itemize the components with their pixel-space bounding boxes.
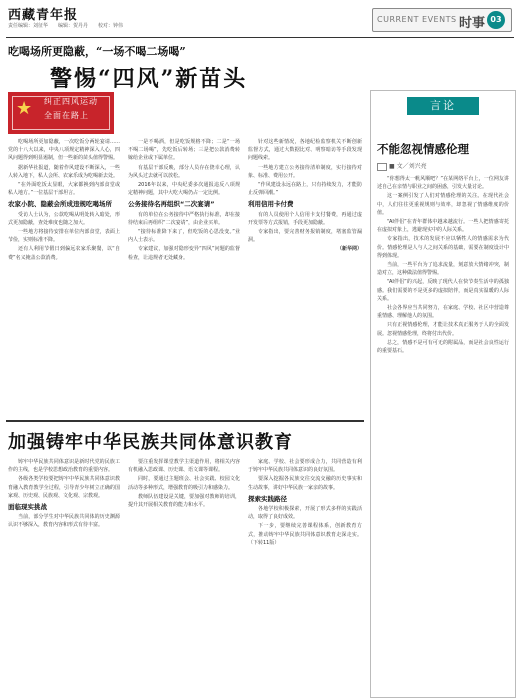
editor-meta: 责任编辑：刘征华 编辑：贺丹丹 校对：钟伟 [8, 23, 124, 29]
paragraph: 2016年以来，中央纪委多次通报违反八项规定精神问题，其中大吃大喝仍占一定比例。 [128, 182, 240, 197]
paragraph: 一是不喝酒，但是吃饭规格不降；二是“一场不喝二场喝”，先吃饭后转场；三是把公款消费转嫁给企业或下属单位。 [128, 139, 240, 162]
article-divider [6, 420, 364, 422]
paragraph: 一些地方建立公务接待清单制度，实行接待对象、标准、费用公开。 [248, 164, 362, 179]
masthead [0, 0, 520, 36]
article2-column-2 [128, 458, 240, 694]
article1-column-2 [128, 138, 240, 416]
paragraph: 各级各类学校要把铸牢中华民族共同体意识教育融入教育教学全过程，引导青少年树立正确的国家观、历史观、民族观、文化观、宗教观。 [8, 476, 120, 499]
paragraph: 同时，要通过主题班会、社会实践、校园文化活动等多种形式，增强教育的吸引力和感染力。 [128, 476, 240, 491]
paragraph: 铸牢中华民族共同体意识是新时代党的民族工作的主线，也是学校思想政治教育的重要内容。 [8, 459, 120, 474]
paragraph: 针对这些新情况，各地纪检监察机关不断创新监督方式，通过大数据比对、明察暗访等手段发现问题线索。 [248, 139, 362, 162]
section-label-cn: 时事 [459, 16, 486, 31]
paragraph: 专家建议，加强对隐形变异“四风”问题的监督检查，让违规者无处藏身。 [128, 246, 240, 261]
opinion-author-text: ■ 文／刘兴亮 [389, 163, 427, 170]
opinion-author [377, 161, 427, 171]
article1-source: （新华网） [336, 246, 362, 253]
article1-headline: 警惕“四风”新苗头 [50, 66, 248, 92]
paragraph: 据新华社报道，随着作风建设不断深入，一些人转入地下，私人会所、农家乐成为吃喝新去处。 [8, 164, 120, 179]
stamp-line2: 全面在路上 [44, 111, 89, 120]
paragraph: 当前，部分学生对中华民族共同体的历史渊源认识不够深入，教育内容和形式有待丰富。 [8, 514, 120, 529]
paragraph: “你想得太一帆风顺吧？”在某网络平台上，一位网友讲述自己在亲情与职业之间的困惑，引发大量讨论。 [377, 176, 509, 191]
article1-column-1 [8, 138, 120, 416]
opinion-section-label: 言论 [407, 97, 479, 115]
paragraph: 有的单位在公务接待中严格执行标准，却在接待结束后再组织“二次宴请”，由企业买单。 [128, 211, 240, 226]
paragraph: “AI伴侣”的兴起，反映了现代人在快节奏生活中的孤独感。我们需要的不是更多的虚拟陪伴，而是真实温暖的人际关系。 [377, 279, 509, 302]
stamp-line1: 纠正四风运动 [44, 97, 98, 106]
section-banner [372, 8, 512, 32]
newspaper-logo: 西藏青年报 [8, 8, 79, 23]
opinion-title: 不能忽视情感伦理 [377, 142, 469, 156]
header-rule [6, 37, 514, 38]
article1-kicker: 吃喝场所更隐蔽，“一场不喝二场喝” [8, 45, 186, 58]
paragraph: “作风建设永远在路上，只有持续发力，才能防止反弹回潮。” [248, 182, 362, 197]
paragraph: 这一案例引发了人们对情感伦理的关注。在现代社会中，人们往往更重视规则与效率，却忽视了情感维度的价值。 [377, 193, 509, 216]
paragraph: 专家指出，技术的发展不应以牺牲人的情感需求为代价。情感伦理是人与人之间关系的基础，需要在制度设计中得到体现。 [377, 236, 509, 259]
paragraph: 总之，情感不是可有可无的附属品，而是社会良性运行的重要基石。 [377, 339, 509, 355]
campaign-stamp [8, 92, 114, 134]
article1-subhead-3: 利用信用卡付费 [248, 200, 294, 209]
paragraph: “接待标准降下来了，但吃饭的心思没变。”业内人士表示。 [128, 229, 240, 244]
paragraph: 受访人士认为，公款吃喝从明处转入暗处，形式更加隐蔽，查处难度也随之加大。 [8, 211, 120, 226]
paragraph: 有基层干部反映，部分人员存在侥幸心理，认为风头过去就可以放松。 [128, 164, 240, 179]
paragraph: 当前，一些平台为了追求流量，刻意放大情绪冲突，制造对立，这种做法值得警惕。 [377, 262, 509, 277]
page-number-badge: 03 [487, 11, 505, 29]
paragraph: 要注重发挥课堂教学主渠道作用，将相关内容有机融入思政课、历史课、语文课等课程。 [128, 459, 240, 474]
paragraph: 专家指出，要完善财务报销制度，堵塞监管漏洞。 [248, 229, 362, 244]
paragraph: 吃喝场所更加隐蔽，一次吃饭分两轮宴请……党的十八大以来，中央八项规定精神深入人心，四风问题得到明显遏制，但一些新的苗头值得警惕。 [8, 139, 120, 162]
paragraph: 只有正视情感伦理，才能让技术真正服务于人的全面发展。忽视情感伦理，终将付出代价。 [377, 322, 509, 337]
paragraph: 下一步，要继续完善课程体系，创新教育方式，推动铸牢中华民族共同体意识教育走深走实。（下转11版） [248, 523, 362, 546]
article1-column-3 [248, 138, 362, 416]
article2-subhead-1: 面临现实挑战 [8, 503, 47, 512]
article2-column-1 [8, 458, 120, 694]
byline-icon [377, 163, 387, 171]
paragraph: 教师队伍建设是关键，要加强对教师的培训，提升其开展相关教育的能力和水平。 [128, 493, 240, 509]
paragraph: 社会各界应当共同努力，在家庭、学校、社区中营造尊重情感、理解他人的氛围。 [377, 305, 509, 320]
paragraph: 要深入挖掘各民族交往交流交融的历史事实和生动故事，讲好中华民族一家亲的故事。 [248, 476, 362, 491]
paragraph: 还有人利用节假日到偏远农家乐聚餐，以“自费”名义掩盖公款消费。 [8, 246, 120, 261]
paragraph: “在外面吃饭太显眼，大家都换到内部食堂或私人地方。”一位基层干部坦言。 [8, 182, 120, 197]
opinion-panel [370, 90, 516, 698]
article2-subhead-2: 探索实践路径 [248, 494, 287, 503]
article1-subhead-2: 公务接待名再组织“二次宴请” [128, 200, 215, 209]
star-icon: ★ [16, 98, 33, 119]
paragraph: 一些地方将接待安排在单位内部食堂，表面上节俭，实则标准不降。 [8, 229, 120, 244]
article2-column-3 [248, 458, 362, 694]
article2-headline: 加强铸牢中华民族共同体意识教育 [8, 432, 293, 453]
section-label-en: CURRENT EVENTS [377, 15, 457, 24]
paragraph: 家庭、学校、社会要形成合力，共同营造有利于铸牢中华民族共同体意识的良好氛围。 [248, 459, 362, 474]
paragraph: 各地学校积极探索，开展了形式多样的实践活动，取得了良好成效。 [248, 506, 362, 521]
article1-subhead-1: 农家小院、隐蔽会所成违规吃喝场所 [8, 200, 112, 209]
paragraph: “AI伴侣”在青年群体中越来越流行。一些人把情感寄托在虚拟对象上，逃避现实中的人际关系。 [377, 219, 509, 234]
opinion-body [377, 175, 509, 689]
paragraph: 有的人员使用个人信用卡支付餐费，再通过虚开发票等方式报销，手段更加隐蔽。 [248, 211, 362, 226]
